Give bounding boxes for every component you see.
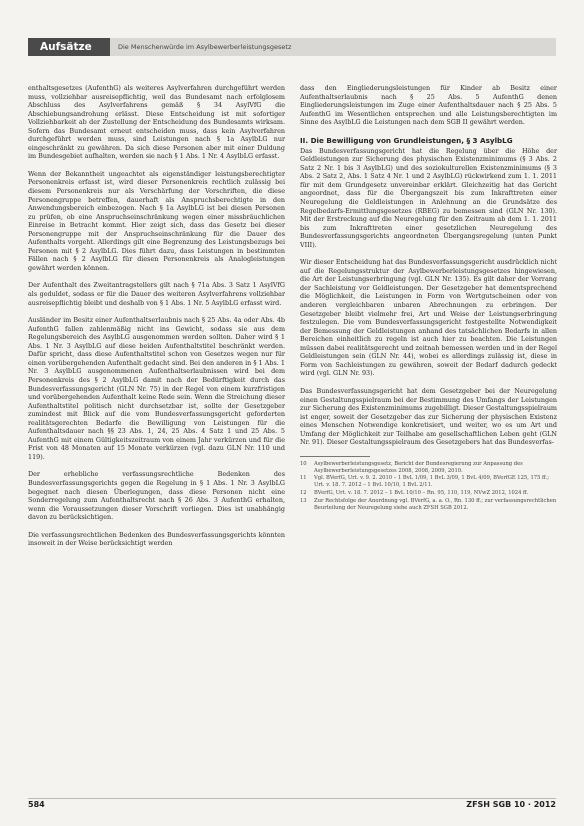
footnote-divider	[300, 456, 370, 457]
footnote	[300, 461, 557, 475]
paragraph: Das Bundesverfassungsgericht hat dem Gesetzgeber bei der Neuregelung einen Gestaltungsspielraum bei der Bestimmung des Umfangs der Leistungen zur Sicherung des Existenzminimums zugebilligt. Dieser Gestaltungsspielraum ist enger, soweit der Gesetzgeber das zur Sicherung der physischen Existenz eines Menschen Notwendige konkretisiert, und weiter, wo es um Art und Umfang der Möglichkeit zur Teilhabe am gesellschaftlichen Leben geht (GLN Nr. 91). Dieser Gestaltungsspielraum des Gesetzgebers hat das Bundesverfas-	[300, 386, 557, 447]
page-number: 584	[28, 800, 45, 809]
paragraph: Die verfassungsrechtlichen Bedenken des Bundesverfassungsgerichts könnten insoweit in der Weise berücksichtigt werden	[28, 530, 285, 548]
footnote	[300, 490, 557, 497]
footnote-text: Zur Rechtsfolge der Anordnung vgl. BVerfG, a. a. O., Rn. 130 ff.; zur verfassungsrechtlichen Beurteilung der Neuregelung siehe auch ZFSH SGB 2012.	[314, 497, 557, 511]
paragraph: Wir dieser Entscheidung hat das Bundesverfassungsgericht ausdrücklich nicht auf die Regelungsstruktur der Asylbewerberleistungsgesetzes hingewiesen, die Art der Leistungserbringung (vgl. GLN Nr. 135). Es gilt daher der Vorrang der Sachleistung vor Geldleistungen. Der Gesetzgeber hat dementsprechend die Möglichkeit, die Leistungen in Form von Wertgutscheinen oder von anderen vergleichbaren unbaren Abrechnungen zu erbringen. Der Gesetzgeber bleibt vielmehr frei, Art und Weise der Leistungserbringung festzulegen. Die vom Bundesverfassungsgericht festgestellte Notwendigkeit der Bemessung der Geldleistungen anhand des tatsächlichen Bedarfs in allen Bereichen einheitlich zu regeln ist auch hier zu beachten. Die Leistungen müssen dabei realitätsgerecht und zeitnah bemessen werden und in der Regel Geldleistungen sein (GLN Nr. 44), wobei es allerdings zulässig ist, diese in Form von Sachleistungen zu gewähren, soweit der Bedarf dadurch gedeckt wird (vgl. GLN Nr. 93).	[300, 258, 557, 378]
running-title: Die Menschenwürde im Asylbewerberleistungsgesetz	[110, 38, 556, 56]
footnote-text: Vgl. BVerfG, Urt. v. 9. 2. 2010 – 1 BvL 1/09, 1 BvL 3/09, 1 BvL 4/09, BVerfGE 125, 175 ff.; Urt. v. 18. 7. 2012 – 1 BvL 10/10, 1 BvL 2/11.	[314, 475, 549, 489]
footnote	[300, 498, 557, 512]
paragraph: dass den Eingliederungsleistungen für Kinder ab Besitz einer Aufenthaltserlaubnis nach § 25 Abs. 5 AufenthG denen Eingliederungsleistungen im Zuge einer Aufenthaltsdauer nach § 25 Abs. 5 AufenthG im Wesentlichen entsprechen und alle Leistungsberechtigten im Sinne des AsylbLG die Leistungen nach dem SGB II gewährt werden.	[300, 84, 557, 127]
paragraph: enthaltsgesetzes (AufenthG) als weiteres Asylverfahren durchgeführt werden muss, vollziehbar ausreisepflichtig, weil das Bundesamt nach erfolglosem Abschluss des Asylverfahrens gemäß § 34 AsylVfG die Abschiebungsandrohung erlässt. Diese Entscheidung ist mit sofortiger Vollziehbarkeit ab der Zustellung der Entscheidung des Bundesamts wirksam. Sofern das Bundesamt erneut entscheiden muss, dass kein Asylverfahren durchgeführt werden muss, sind Leistungen nach § 1a AsylbLG nur eingeschränkt zu gewähren. Da sich diese Personen aber mit einer Duldung im Bundesgebiet aufhalten, werden sie nach § 1 Abs. 1 Nr. 4 AsylbLG erfasst.	[28, 84, 285, 161]
footnote-text: BVerfG, Urt. v. 18. 7. 2012 – 1 BvL 10/10 – Rn. 95, 110, 119, NVwZ 2012, 1024 ff.	[314, 489, 529, 496]
section-label: Aufsätze	[28, 38, 110, 56]
left-column	[28, 84, 285, 814]
paragraph: Wenn der Bekanntheit ungeachtet als eigenständiger leistungsberechtigter Personenkreis erfasst ist, wird dieser Personenkreis rechtlich zulässig bei diesem Personenkreis nur als Verschärfung der Vorschriften, die diese Personengruppe betreffen, dauerhaft als Anspruchsberechtigte in den Anwendungsbereich einbezogen. Nach § 1a AsylbLG ist bei diesen Personen zu prüfen, ob eine Anspruchseinschränkung wegen einer missbräuchlichen Einreise in Betracht kommt. Hier zeigt sich, dass das Gesetz bei dieser Personengruppe mit der Anspruchseinschränkung für die Dauer des Aufenthalts vorgeht. Allerdings gilt eine Begrenzung des Leistungsbezugs bei Personen mit § 2 AsylbLG. Dies führt dazu, dass Leistungen in bestimmten Fällen nach § 2 AsylbLG für diesen Personenkreis als Analogleistungen gewährt werden können.	[28, 169, 285, 272]
footnote	[300, 475, 557, 489]
footnotes	[300, 461, 557, 512]
paragraph: Das Bundesverfassungsgericht hat die Regelung über die Höhe der Geldleistungen zur Sicherung des physischen Existenzminimums (§ 3 Abs. 2 Satz 2 Nr. 1 bis 3 AsylbLG) und des soziokulturellen Existenzminimums (§ 3 Abs. 2 Satz 2, Abs. 1 Satz 4 Nr. 1 und 2 AsylbLG) rückwirkend zum 1. 1. 2011 für mit dem Grundgesetz unvereinbar erklärt. Gleichzeitig hat das Gericht angeordnet, dass für die Übergangszeit bis zum Inkrafttreten einer Neuregelung die Geldleistungen in Anlehnung an die Grundsätze des Regelbedarfs-Ermittlungsgesetzes (RBEG) zu bemessen sind (GLN Nr. 130). Mit der Erstreckung auf die Neuregelung für den Zeitraum ab dem 1. 1. 2011 bis zum Inkrafttreten einer gesetzlichen Neuregelung des Bundesverfassungsgerichts angeordneten Übergangsregelung (unten Punkt VIII).	[300, 146, 557, 249]
paragraph: Der erhebliche verfassungsrechtliche Bedenken des Bundesverfassungsgerichts gegen die Regelung in § 1 Abs. 1 Nr. 3 AsylbLG begegnet nach diesen Überlegungen, dass diese Personen nicht eine Sonderregelung zum Aufenthaltsrecht nach § 26 Abs. 3 AufenthG erhalten, wenn die Voraussetzungen dieser Vorschrift vorliegen. Dies ist unabhängig davon zu berücksichtigen.	[28, 470, 285, 522]
footnote-number: 12	[300, 489, 307, 496]
footnote-number: 13	[300, 497, 307, 504]
journal-reference: ZFSH SGB 10 · 2012	[466, 800, 556, 809]
page-header	[28, 38, 556, 56]
footnote-number: 10	[300, 460, 307, 467]
footnote-number: 11	[300, 475, 307, 482]
right-column	[300, 84, 557, 814]
paragraph: Ausländer im Besitz einer Aufenthaltserlaubnis nach § 25 Abs. 4a oder Abs. 4b AufenthG fallen zahlenmäßig nicht ins Gewicht, sodass sie aus dem Regelungsbereich des AsylbLG ausgenommen werden sollten. Daher wird § 1 Abs. 1 Nr. 3 AsylbLG auf diese beiden Aufenthaltstitel beschränkt werden. Dafür spricht, dass diese Aufenthaltstitel schon von Gesetzes wegen nur für einen vorübergehenden Aufenthalt gedacht sind. Bei den anderen in § 1 Abs. 1 Nr. 3 AsylbLG ausgenommenen Aufenthaltserlaubnissen wird bei dem Personenkreis des § 2 AsylbLG damit nach der Bedürftigkeit durch das Bundesverfassungsgericht (GLN Nr. 75) in der Regel von einem kurzfristigen und vorübergehenden Aufenthalt keine Rede sein. Wenn die Streichung dieser Aufenthaltstitel politisch nicht durchsetzbar ist, sollte der Gesetzgeber zumindest mit Blick auf die vom Bundesverfassungsgericht geforderten realitätsgerechten Bedarfe die Bewilligung von Leistungen für die Aufenthaltsdauer nach §§ 23 Abs. 1, 24, 25 Abs. 4 Satz 1 und 25 Abs. 5 AufenthG mit einem Gültigkeitszeitraum von einem Jahr verkürzen und für die Frist von 48 Monaten auf 15 Monate verkürzen (vgl. dazu GLN Nr. 110 und 119).	[28, 316, 285, 461]
footer-divider	[28, 798, 556, 799]
section-heading: II. Die Bewilligung von Grundleistungen, § 3 AsylbLG	[300, 135, 513, 145]
paragraph: Der Aufenthalt des Zweitantragstellers gilt nach § 71a Abs. 3 Satz 1 AsylVfG als geduldet, sodass er für die Dauer des weiteren Asylverfahrens vollziehbar ausreisepflichtig bleibt und deshalb von § 1 Abs. 1 Nr. 5 AsylbLG erfasst wird.	[28, 281, 285, 307]
footnote-text: Asylbewerberleistungsgesetz, Bericht der Bundesregierung zur Anpassung des Asylbewerberleistungsgesetzes 2008, 2008, 2009, 2010.	[314, 460, 523, 474]
